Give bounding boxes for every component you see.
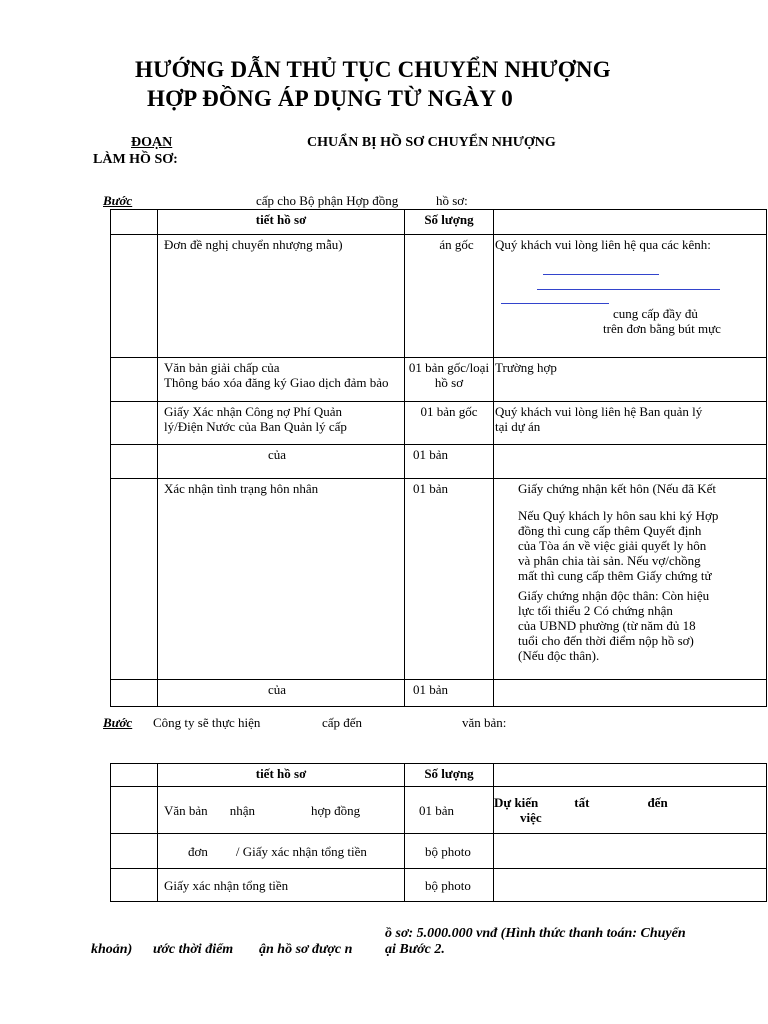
footer-line2-c: ận hồ sơ được n [259, 942, 353, 957]
row-detail: Đơn đề nghị chuyển nhượng mẫu) [158, 235, 405, 358]
table-row [111, 479, 767, 680]
footer-line1: ồ sơ: 5.000.000 vnđ (Hình thức thanh toán: Chuyển [385, 926, 686, 941]
section-left-label: ĐOẠN [131, 135, 173, 150]
note-text-2: cung cấp đầy đủ [613, 306, 698, 321]
footer-line2-a: khoản) [91, 942, 133, 957]
row-qty: bộ photo [405, 869, 494, 902]
row-detail: của [158, 680, 405, 707]
note-divorce: Nếu Quý khách ly hôn sau khi ký Hợp đồng thì cung cấp thêm Quyết định của Tòa án về việc giải quyết ly hôn và phân chia tài sản. Nếu vợ/chồng mất thì cung cấp thêm Giấy chứng tử [518, 508, 719, 583]
row-detail: đơn / Giấy xác nhận tổng tiền [158, 834, 405, 869]
table-row [111, 445, 767, 479]
section-heading: CHUẨN BỊ HỒ SƠ CHUYỂN NHƯỢNG [307, 135, 556, 150]
col-header-qty: Số lượng [405, 764, 494, 787]
row-qty: án gốc [405, 235, 494, 358]
step2-text-c: văn bản: [462, 715, 507, 730]
footer-line2-b: ước thời điểm [153, 942, 234, 957]
document-title-line1: HƯỚNG DẪN THỦ TỤC CHUYỂN NHƯỢNG [135, 57, 611, 82]
row-detail: Giấy xác nhận tổng tiền [158, 869, 405, 902]
row-qty: 01 bản [405, 680, 494, 707]
document-title-line2: HỢP ĐỒNG ÁP DỤNG TỪ NGÀY 0 [147, 86, 513, 111]
note-marriage-certificate: Giấy chứng nhận kết hôn (Nếu đã Kết [518, 481, 717, 496]
table-documents-required [110, 209, 767, 707]
step1-text: cấp cho Bộ phận Hợp đồng [256, 193, 399, 208]
row-detail: Giấy Xác nhận Công nợ Phí Quản lý/Điện Nước của Ban Quản lý cấp [158, 402, 405, 445]
table-row [111, 358, 767, 402]
note-text: Quý khách vui lòng liên hệ qua các kênh: [495, 237, 711, 252]
row-detail: Xác nhận tình trạng hôn nhân [158, 479, 405, 680]
table-row [111, 869, 767, 902]
row-qty: 01 bản gốc/loại hồ sơ [405, 358, 494, 402]
footer-line2-d: ại Bước 2. [385, 942, 445, 957]
col-header-qty: Số lượng [405, 210, 494, 235]
contact-link-3[interactable] [501, 303, 609, 304]
step1-text2: hồ sơ: [436, 193, 468, 208]
table-documents-returned [110, 763, 767, 902]
table-row [111, 235, 767, 358]
table-row [111, 680, 767, 707]
row-note [494, 479, 767, 680]
table-header-row [111, 764, 767, 787]
table-row [111, 787, 767, 834]
col-header-detail: tiết hồ sơ [158, 210, 405, 235]
section-left-label-line2: LÀM HỒ SƠ: [93, 152, 178, 167]
row-detail: của [158, 445, 405, 479]
table-header-row [111, 210, 767, 235]
row-qty: 01 bản [405, 787, 494, 834]
row-note [494, 235, 767, 358]
col-header-detail: tiết hồ sơ [158, 764, 405, 787]
row-qty: bộ photo [405, 834, 494, 869]
row-note: Quý khách vui lòng liên hệ Ban quản lý tại dự án [494, 402, 767, 445]
row-detail: Văn bản giải chấp của Thông báo xóa đăng ký Giao dịch đảm bảo [158, 358, 405, 402]
note-single: Giấy chứng nhận độc thân: Còn hiệu lực tối thiểu 2 Có chứng nhận của UBND phường (từ năm đủ 18 tuổi cho đến thời điểm nộp hồ sơ) (Nếu độc thân). [518, 588, 710, 663]
table-row [111, 402, 767, 445]
row-note: Dự kiến tất đến việc [494, 787, 767, 834]
table-row [111, 834, 767, 869]
row-detail: Văn bản nhận hợp đồng [158, 787, 405, 834]
step1-label: Bước [103, 193, 133, 208]
note-text-3: trên đơn bằng bút mực [603, 321, 721, 336]
row-qty: 01 bản gốc [405, 402, 494, 445]
step2-label: Bước [103, 715, 133, 730]
row-qty: 01 bản [405, 445, 494, 479]
row-note: Trường hợp [494, 358, 767, 402]
step2-text-b: cấp đến [322, 715, 363, 730]
row-qty: 01 bản [405, 479, 494, 680]
step2-text-a: Công ty sẽ thực hiện [153, 715, 261, 730]
